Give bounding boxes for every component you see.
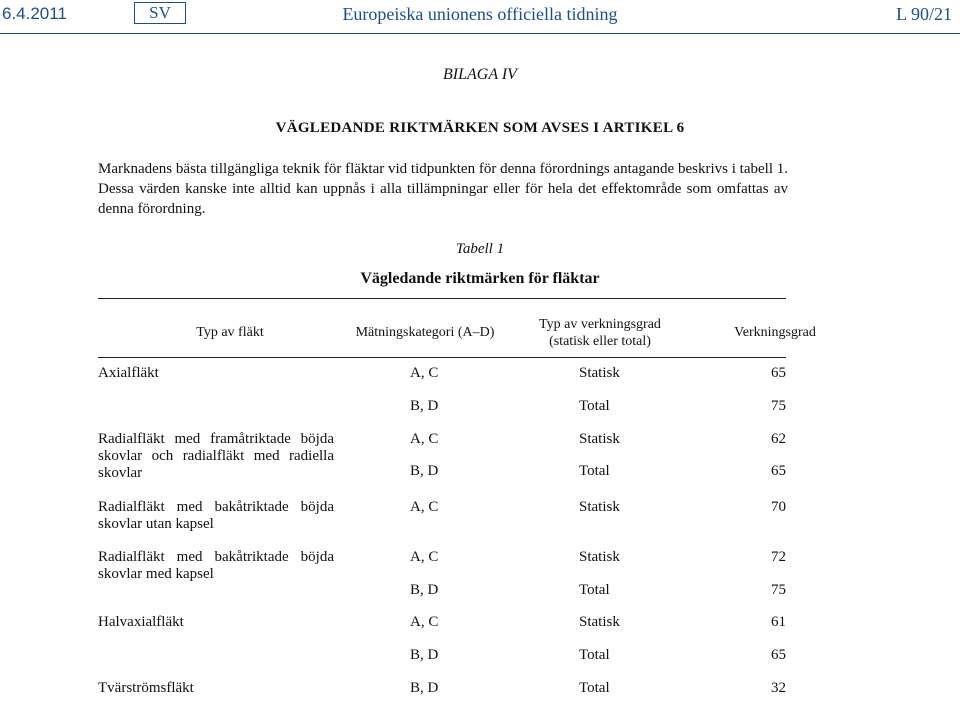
annex-title: BILAGA IV [443,66,517,83]
row-1-type: Axialfläkt [98,365,159,381]
column-header-type: Typ av fläkt [196,325,264,340]
header-date: 6.4.2011 [2,4,67,23]
row-3-efficiency: Statisk [579,431,620,447]
row-2-grade: 75 [771,398,786,414]
header-divider [0,33,960,34]
row-8-category: A, C [410,614,439,630]
row-8-efficiency: Statisk [579,614,620,630]
table-title: Vägledande riktmärken för fläktar [360,270,600,287]
language-code-box: SV [134,2,186,24]
column-header-grade: Verkningsgrad [734,325,816,340]
column-header-category: Mätningskategori (A–D) [355,325,495,340]
section-title: VÄGLEDANDE RIKTMÄRKEN SOM AVSES I ARTIKEL 6 [275,120,685,136]
row-9-category: B, D [410,647,439,663]
row-1-grade: 65 [771,365,786,381]
row-10-efficiency: Total [579,680,610,696]
row-6-grade: 72 [771,549,786,565]
row-1-efficiency: Statisk [579,365,620,381]
page-reference: L 90/21 [896,4,952,24]
row-6-category: A, C [410,549,439,565]
row-2-category: B, D [410,398,439,414]
row-3-category: A, C [410,431,439,447]
row-4-category: B, D [410,463,439,479]
row-3-type: Radialfläkt med framåtriktade böjda skovlar och radialfläkt med radiella skovlar [98,431,334,481]
row-10-category: B, D [410,680,439,696]
row-9-grade: 65 [771,647,786,663]
row-8-grade: 61 [771,614,786,630]
row-4-grade: 65 [771,463,786,479]
row-6-efficiency: Statisk [579,549,620,565]
column-header-efficiency-type [520,316,680,350]
table-label: Tabell 1 [455,241,505,257]
row-2-efficiency: Total [579,398,610,414]
table-top-rule [98,298,786,299]
row-1-category: A, C [410,365,439,381]
row-5-type: Radialfläkt med bakåtriktade böjda skovlar utan kapsel [98,499,334,532]
row-7-grade: 75 [771,582,786,598]
journal-title: Europeiska unionens officiella tidning [342,4,618,24]
row-10-type: Tvärströmsfläkt [98,680,194,696]
row-9-efficiency: Total [579,647,610,663]
row-6-type: Radialfläkt med bakåtriktade böjda skovlar med kapsel [98,549,334,582]
column-header-efficiency-line2: (statisk eller total) [549,334,651,349]
row-7-category: B, D [410,582,439,598]
row-5-grade: 70 [771,499,786,515]
row-4-efficiency: Total [579,463,610,479]
row-7-efficiency: Total [579,582,610,598]
table-header-rule [98,357,786,358]
row-3-grade: 62 [771,431,786,447]
row-5-efficiency: Statisk [579,499,620,515]
row-8-type: Halvaxialfläkt [98,614,184,630]
intro-paragraph: Marknadens bästa tillgängliga teknik för fläktar vid tidpunkten för denna förordnings antagande beskrivs i tabell 1. Dessa värden kanske inte alltid kan uppnås i alla tillämpningar eller för hela det effektområde som omfattas av denna förordning. [98,161,788,217]
row-5-category: A, C [410,499,439,515]
row-10-grade: 32 [771,680,786,696]
column-header-efficiency-line1: Typ av verkningsgrad [539,317,661,332]
